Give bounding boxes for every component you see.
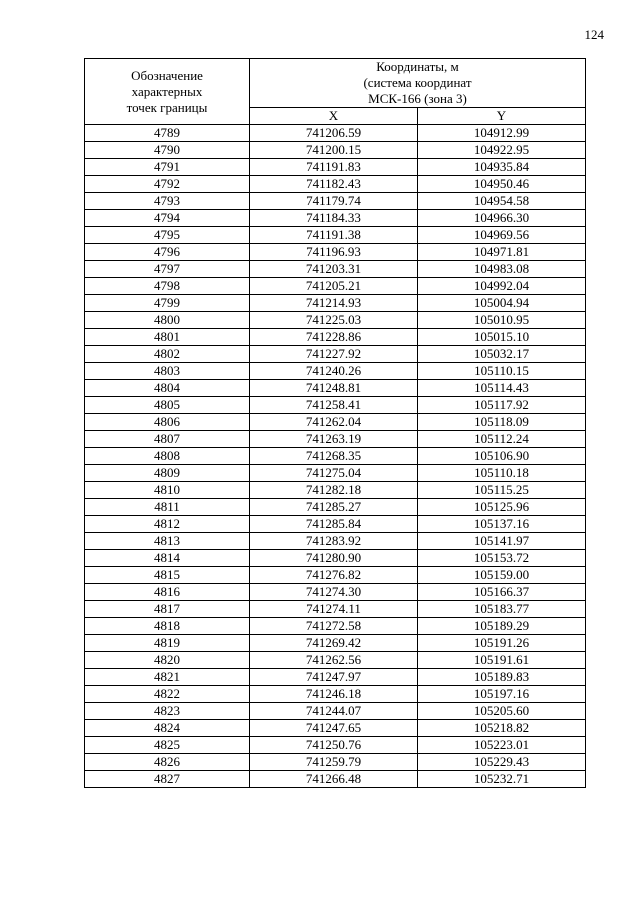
cell-y: 105218.82 — [418, 720, 586, 737]
cell-x: 741266.48 — [250, 771, 418, 788]
cell-x: 741200.15 — [250, 142, 418, 159]
cell-y: 104912.99 — [418, 125, 586, 142]
cell-y: 105189.83 — [418, 669, 586, 686]
cell-x: 741196.93 — [250, 244, 418, 261]
header-point-designation — [85, 59, 250, 125]
table-row — [85, 227, 586, 244]
header-point-text: Обозначение характерных точек границы — [126, 67, 208, 115]
cell-point-id: 4821 — [85, 669, 250, 686]
cell-y: 105166.37 — [418, 584, 586, 601]
table-body — [85, 125, 586, 788]
cell-point-id: 4802 — [85, 346, 250, 363]
table-row — [85, 635, 586, 652]
cell-point-id: 4823 — [85, 703, 250, 720]
table-row — [85, 210, 586, 227]
table-row — [85, 346, 586, 363]
cell-y: 105004.94 — [418, 295, 586, 312]
cell-y: 105232.71 — [418, 771, 586, 788]
cell-x: 741259.79 — [250, 754, 418, 771]
cell-y: 105117.92 — [418, 397, 586, 414]
cell-y: 105118.09 — [418, 414, 586, 431]
cell-y: 105191.61 — [418, 652, 586, 669]
cell-point-id: 4797 — [85, 261, 250, 278]
header-x: X — [250, 108, 418, 125]
cell-point-id: 4793 — [85, 193, 250, 210]
cell-x: 741263.19 — [250, 431, 418, 448]
coordinates-table — [84, 58, 586, 788]
table-row — [85, 312, 586, 329]
cell-point-id: 4809 — [85, 465, 250, 482]
cell-point-id: 4818 — [85, 618, 250, 635]
cell-point-id: 4814 — [85, 550, 250, 567]
table-row — [85, 380, 586, 397]
cell-x: 741203.31 — [250, 261, 418, 278]
cell-x: 741184.33 — [250, 210, 418, 227]
cell-y: 104954.58 — [418, 193, 586, 210]
table-row — [85, 278, 586, 295]
cell-y: 105110.18 — [418, 465, 586, 482]
cell-y: 105153.72 — [418, 550, 586, 567]
cell-x: 741268.35 — [250, 448, 418, 465]
cell-x: 741246.18 — [250, 686, 418, 703]
cell-point-id: 4826 — [85, 754, 250, 771]
cell-y: 105032.17 — [418, 346, 586, 363]
table-row — [85, 720, 586, 737]
cell-point-id: 4804 — [85, 380, 250, 397]
cell-point-id: 4789 — [85, 125, 250, 142]
cell-point-id: 4819 — [85, 635, 250, 652]
cell-point-id: 4817 — [85, 601, 250, 618]
cell-y: 105106.90 — [418, 448, 586, 465]
table-header — [85, 59, 586, 125]
cell-y: 105205.60 — [418, 703, 586, 720]
table-row — [85, 601, 586, 618]
cell-y: 105197.16 — [418, 686, 586, 703]
cell-x: 741272.58 — [250, 618, 418, 635]
table-row — [85, 363, 586, 380]
cell-x: 741283.92 — [250, 533, 418, 550]
table-row — [85, 482, 586, 499]
table-row — [85, 261, 586, 278]
header-coordinates-text: Координаты, м (система координат МСК-166 (зона 3) — [363, 59, 472, 106]
cell-point-id: 4792 — [85, 176, 250, 193]
cell-x: 741282.18 — [250, 482, 418, 499]
table-row — [85, 737, 586, 754]
cell-y: 105010.95 — [418, 312, 586, 329]
cell-point-id: 4813 — [85, 533, 250, 550]
table-row — [85, 397, 586, 414]
cell-point-id: 4808 — [85, 448, 250, 465]
cell-point-id: 4796 — [85, 244, 250, 261]
cell-point-id: 4822 — [85, 686, 250, 703]
cell-point-id: 4816 — [85, 584, 250, 601]
header-y: Y — [418, 108, 586, 125]
table-row — [85, 499, 586, 516]
cell-x: 741269.42 — [250, 635, 418, 652]
cell-x: 741244.07 — [250, 703, 418, 720]
cell-y: 105125.96 — [418, 499, 586, 516]
cell-x: 741274.30 — [250, 584, 418, 601]
cell-x: 741247.65 — [250, 720, 418, 737]
table-row — [85, 193, 586, 210]
cell-y: 104983.08 — [418, 261, 586, 278]
cell-y: 105015.10 — [418, 329, 586, 346]
page-number: 124 — [584, 27, 604, 42]
cell-y: 105112.24 — [418, 431, 586, 448]
table-row — [85, 125, 586, 142]
table-row — [85, 771, 586, 788]
cell-y: 105114.43 — [418, 380, 586, 397]
cell-x: 741214.93 — [250, 295, 418, 312]
table-row — [85, 584, 586, 601]
cell-y: 105159.00 — [418, 567, 586, 584]
cell-y: 105137.16 — [418, 516, 586, 533]
cell-point-id: 4798 — [85, 278, 250, 295]
cell-x: 741227.92 — [250, 346, 418, 363]
cell-point-id: 4811 — [85, 499, 250, 516]
cell-point-id: 4815 — [85, 567, 250, 584]
cell-x: 741225.03 — [250, 312, 418, 329]
table-row — [85, 329, 586, 346]
cell-x: 741206.59 — [250, 125, 418, 142]
cell-point-id: 4803 — [85, 363, 250, 380]
cell-point-id: 4794 — [85, 210, 250, 227]
cell-x: 741248.81 — [250, 380, 418, 397]
cell-y: 104935.84 — [418, 159, 586, 176]
cell-y: 105110.15 — [418, 363, 586, 380]
cell-point-id: 4824 — [85, 720, 250, 737]
cell-point-id: 4820 — [85, 652, 250, 669]
cell-point-id: 4800 — [85, 312, 250, 329]
cell-y: 105189.29 — [418, 618, 586, 635]
cell-y: 104950.46 — [418, 176, 586, 193]
cell-point-id: 4810 — [85, 482, 250, 499]
cell-x: 741280.90 — [250, 550, 418, 567]
cell-y: 104969.56 — [418, 227, 586, 244]
cell-x: 741247.97 — [250, 669, 418, 686]
table-row — [85, 414, 586, 431]
cell-point-id: 4801 — [85, 329, 250, 346]
cell-x: 741262.04 — [250, 414, 418, 431]
cell-x: 741179.74 — [250, 193, 418, 210]
cell-x: 741274.11 — [250, 601, 418, 618]
cell-point-id: 4791 — [85, 159, 250, 176]
cell-x: 741240.26 — [250, 363, 418, 380]
cell-x: 741191.83 — [250, 159, 418, 176]
cell-y: 104966.30 — [418, 210, 586, 227]
cell-y: 104922.95 — [418, 142, 586, 159]
table-row — [85, 703, 586, 720]
cell-x: 741258.41 — [250, 397, 418, 414]
table-row — [85, 669, 586, 686]
cell-y: 104971.81 — [418, 244, 586, 261]
cell-x: 741250.76 — [250, 737, 418, 754]
cell-y: 105191.26 — [418, 635, 586, 652]
cell-x: 741228.86 — [250, 329, 418, 346]
cell-point-id: 4795 — [85, 227, 250, 244]
cell-x: 741285.84 — [250, 516, 418, 533]
cell-x: 741182.43 — [250, 176, 418, 193]
cell-x: 741262.56 — [250, 652, 418, 669]
table-row — [85, 567, 586, 584]
table-row — [85, 176, 586, 193]
cell-x: 741276.82 — [250, 567, 418, 584]
cell-x: 741285.27 — [250, 499, 418, 516]
cell-y: 105229.43 — [418, 754, 586, 771]
table-row — [85, 448, 586, 465]
cell-point-id: 4790 — [85, 142, 250, 159]
cell-point-id: 4807 — [85, 431, 250, 448]
table-row — [85, 533, 586, 550]
cell-point-id: 4825 — [85, 737, 250, 754]
cell-y: 104992.04 — [418, 278, 586, 295]
cell-x: 741275.04 — [250, 465, 418, 482]
header-coordinates — [250, 59, 586, 108]
cell-point-id: 4805 — [85, 397, 250, 414]
table-row — [85, 431, 586, 448]
table-row — [85, 754, 586, 771]
table-row — [85, 686, 586, 703]
cell-x: 741205.21 — [250, 278, 418, 295]
table-row — [85, 159, 586, 176]
cell-point-id: 4806 — [85, 414, 250, 431]
cell-point-id: 4827 — [85, 771, 250, 788]
table-row — [85, 142, 586, 159]
table-row — [85, 244, 586, 261]
table-row — [85, 295, 586, 312]
cell-y: 105115.25 — [418, 482, 586, 499]
table-row — [85, 465, 586, 482]
table-row — [85, 618, 586, 635]
table-row — [85, 550, 586, 567]
cell-y: 105223.01 — [418, 737, 586, 754]
cell-x: 741191.38 — [250, 227, 418, 244]
cell-y: 105183.77 — [418, 601, 586, 618]
table-row — [85, 516, 586, 533]
cell-y: 105141.97 — [418, 533, 586, 550]
cell-point-id: 4799 — [85, 295, 250, 312]
table-row — [85, 652, 586, 669]
cell-point-id: 4812 — [85, 516, 250, 533]
